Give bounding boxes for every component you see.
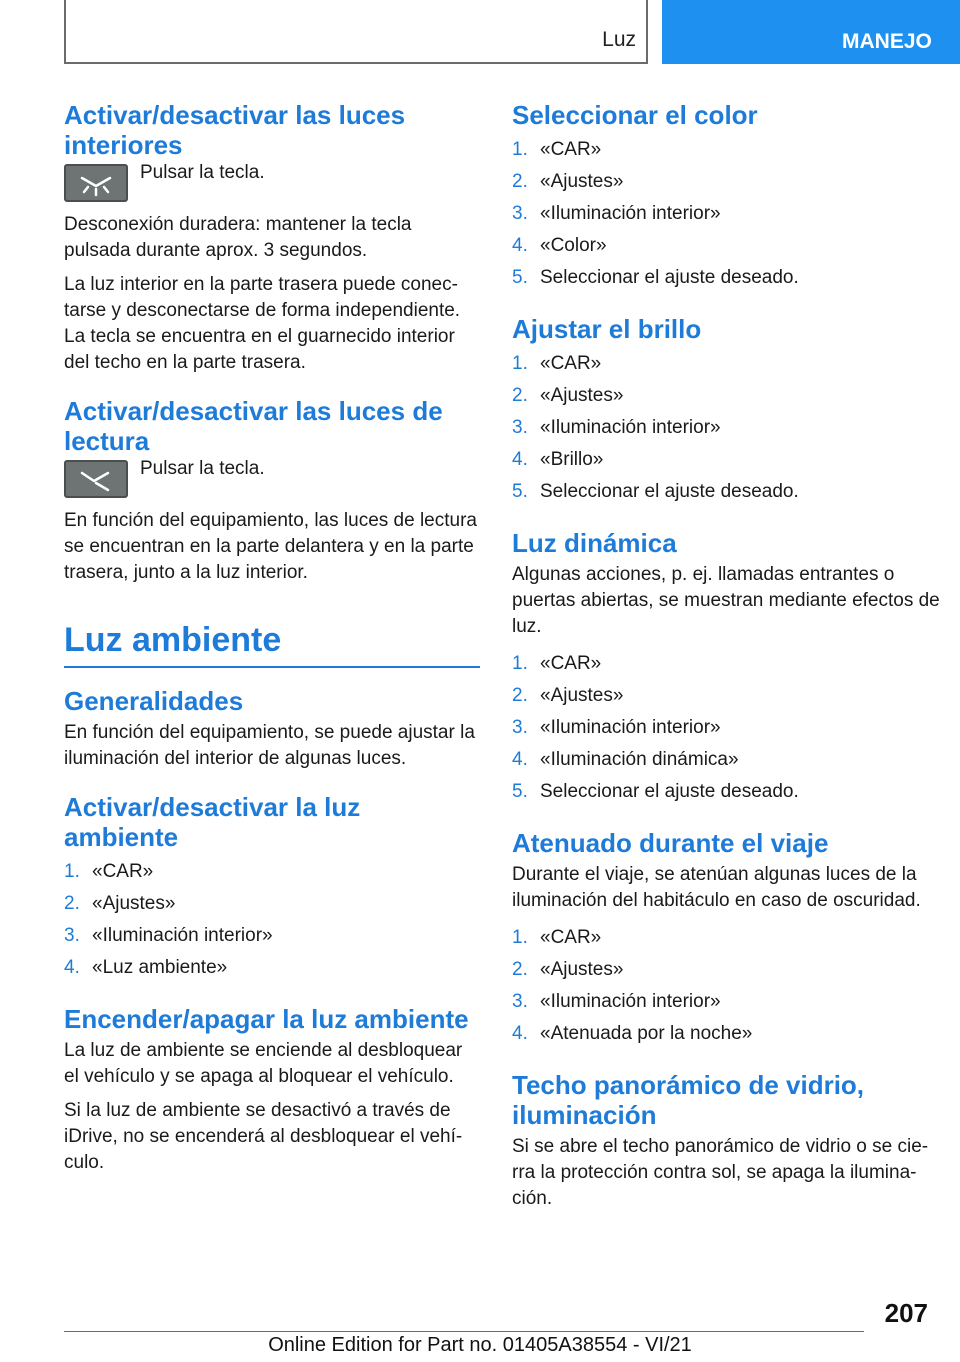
- step-number: 3.: [512, 203, 528, 224]
- heading-select-color: Seleccionar el color: [512, 100, 758, 130]
- list-item: [64, 888, 480, 920]
- interior-light-button-row: [64, 164, 480, 202]
- heading-toggle-ambient: Activar/desactivar la luz ambiente: [64, 792, 361, 852]
- paragraph: La luz de ambiente se enciende al desbloquear el vehículo y se apaga al bloquear el vehículo.: [64, 1040, 463, 1087]
- heading-general: Generalidades: [64, 686, 244, 716]
- step-text: «Iluminación interior»: [540, 991, 721, 1012]
- steps-list: [512, 134, 944, 294]
- header-chapter-label: MANEJO: [842, 30, 932, 53]
- step-number: 3.: [512, 717, 528, 738]
- step-number: 3.: [512, 991, 528, 1012]
- heading-night-dimming: Atenuado durante el viaje: [512, 828, 829, 858]
- list-item: [512, 444, 944, 476]
- steps-list: [512, 922, 944, 1050]
- reading-light-icon: [64, 460, 128, 498]
- list-item: [512, 166, 944, 198]
- step-number: 4.: [512, 1023, 528, 1044]
- step-number: 2.: [512, 685, 528, 706]
- step-text: «CAR»: [540, 927, 602, 948]
- list-item: [512, 198, 944, 230]
- step-number: 2.: [512, 171, 528, 192]
- paragraph: Desconexión duradera: mantener la tecla pulsada durante aprox. 3 segundos.: [64, 214, 412, 261]
- step-text: Seleccionar el ajuste deseado.: [540, 267, 799, 288]
- step-text: «Luz ambiente»: [92, 957, 228, 978]
- steps-list: [512, 348, 944, 508]
- heading-brightness: Ajustar el brillo: [512, 314, 702, 344]
- right-column: [512, 100, 944, 1220]
- list-item: [64, 856, 480, 888]
- step-number: 1.: [512, 353, 528, 374]
- footer-divider: [64, 1331, 864, 1332]
- step-text: «Iluminación interior»: [540, 717, 721, 738]
- paragraph: En función del equipamiento, se puede ajustar la iluminación del interior de algunas luces.: [64, 722, 475, 769]
- list-item: [512, 776, 944, 808]
- step-text: «Iluminación dinámica»: [540, 749, 739, 770]
- step-text: «Iluminación interior»: [540, 417, 721, 438]
- page-number: 207: [884, 1298, 928, 1328]
- left-column: [64, 100, 480, 1184]
- step-text: «Ajustes»: [540, 171, 624, 192]
- list-item: [512, 1018, 944, 1050]
- paragraph: En función del equipamiento, las luces de lectura se encuentran en la parte delantera y en la parte trasera, junto a la luz interior.: [64, 510, 477, 583]
- step-number: 3.: [64, 925, 80, 946]
- step-text: «Ajustes»: [540, 685, 624, 706]
- list-item: [512, 134, 944, 166]
- step-text: «Brillo»: [540, 449, 604, 470]
- step-number: 5.: [512, 267, 528, 288]
- step-number: 4.: [512, 449, 528, 470]
- step-text: «CAR»: [540, 139, 602, 160]
- step-text: «Atenuada por la noche»: [540, 1023, 753, 1044]
- list-item: [64, 920, 480, 952]
- list-item: [512, 262, 944, 294]
- step-number: 1.: [64, 861, 80, 882]
- paragraph: Durante el viaje, se atenúan algunas luces de la iluminación del habitáculo en caso de oscuridad.: [512, 864, 921, 911]
- step-text: Seleccionar el ajuste deseado.: [540, 481, 799, 502]
- step-text: «CAR»: [92, 861, 154, 882]
- list-item: [512, 230, 944, 262]
- list-item: [512, 412, 944, 444]
- step-text: «Ajustes»: [540, 959, 624, 980]
- step-number: 4.: [64, 957, 80, 978]
- press-button-text: Pulsar la tecla.: [140, 162, 265, 183]
- list-item: [512, 954, 944, 986]
- step-text: «Ajustes»: [540, 385, 624, 406]
- step-number: 2.: [64, 893, 80, 914]
- steps-list: [512, 648, 944, 808]
- paragraph: La luz interior en la parte trasera puede conectarse y desconectarse de forma independiente. La tecla se encuentra en el guarnecido interior del techo en la parte trasera.: [64, 274, 461, 373]
- steps-list: [64, 856, 480, 984]
- step-number: 3.: [512, 417, 528, 438]
- reading-light-button-row: [64, 460, 480, 498]
- step-text: «Ajustes»: [92, 893, 176, 914]
- step-number: 4.: [512, 749, 528, 770]
- list-item: [512, 476, 944, 508]
- step-text: «Color»: [540, 235, 607, 256]
- heading-panoramic-roof: Techo panorámico de vidrio, iluminación: [512, 1070, 865, 1130]
- footer-edition: Online Edition for Part no. 01405A38554 - VI/21: [268, 1334, 692, 1356]
- header-section-title: Luz: [602, 28, 636, 51]
- step-number: 1.: [512, 927, 528, 948]
- step-text: «CAR»: [540, 353, 602, 374]
- heading-ambient-on-off: Encender/apagar la luz ambiente: [64, 1004, 469, 1034]
- paragraph: Algunas acciones, p. ej. llamadas entrantes o puertas abiertas, se muestran mediante efectos de luz.: [512, 564, 940, 637]
- step-number: 2.: [512, 385, 528, 406]
- list-item: [512, 986, 944, 1018]
- step-number: 5.: [512, 481, 528, 502]
- list-item: [512, 380, 944, 412]
- list-item: [512, 744, 944, 776]
- step-text: Seleccionar el ajuste deseado.: [540, 781, 799, 802]
- interior-light-icon: [64, 164, 128, 202]
- paragraph: Si la luz de ambiente se desactivó a través de iDrive, no se encenderá al desbloquear el vehículo.: [64, 1100, 463, 1173]
- header-chapter-tab: [662, 0, 960, 64]
- list-item: [512, 712, 944, 744]
- step-text: «CAR»: [540, 653, 602, 674]
- step-number: 2.: [512, 959, 528, 980]
- press-button-text: Pulsar la tecla.: [140, 458, 265, 479]
- list-item: [512, 648, 944, 680]
- list-item: [64, 952, 480, 984]
- step-text: «Iluminación interior»: [92, 925, 273, 946]
- heading-interior-lights: Activar/desactivar las luces interiores: [64, 100, 406, 160]
- list-item: [512, 922, 944, 954]
- step-number: 1.: [512, 653, 528, 674]
- paragraph: Si se abre el techo panorámico de vidrio o se cierra la protección contra sol, se apaga la iluminación.: [512, 1136, 929, 1209]
- step-number: 5.: [512, 781, 528, 802]
- step-text: «Iluminación interior»: [540, 203, 721, 224]
- step-number: 1.: [512, 139, 528, 160]
- list-item: [512, 348, 944, 380]
- list-item: [512, 680, 944, 712]
- heading-reading-lights: Activar/desactivar las luces de lectura: [64, 396, 443, 456]
- step-number: 4.: [512, 235, 528, 256]
- heading-dynamic-light: Luz dinámica: [512, 528, 677, 558]
- main-heading-ambient-light: Luz ambiente: [64, 620, 480, 668]
